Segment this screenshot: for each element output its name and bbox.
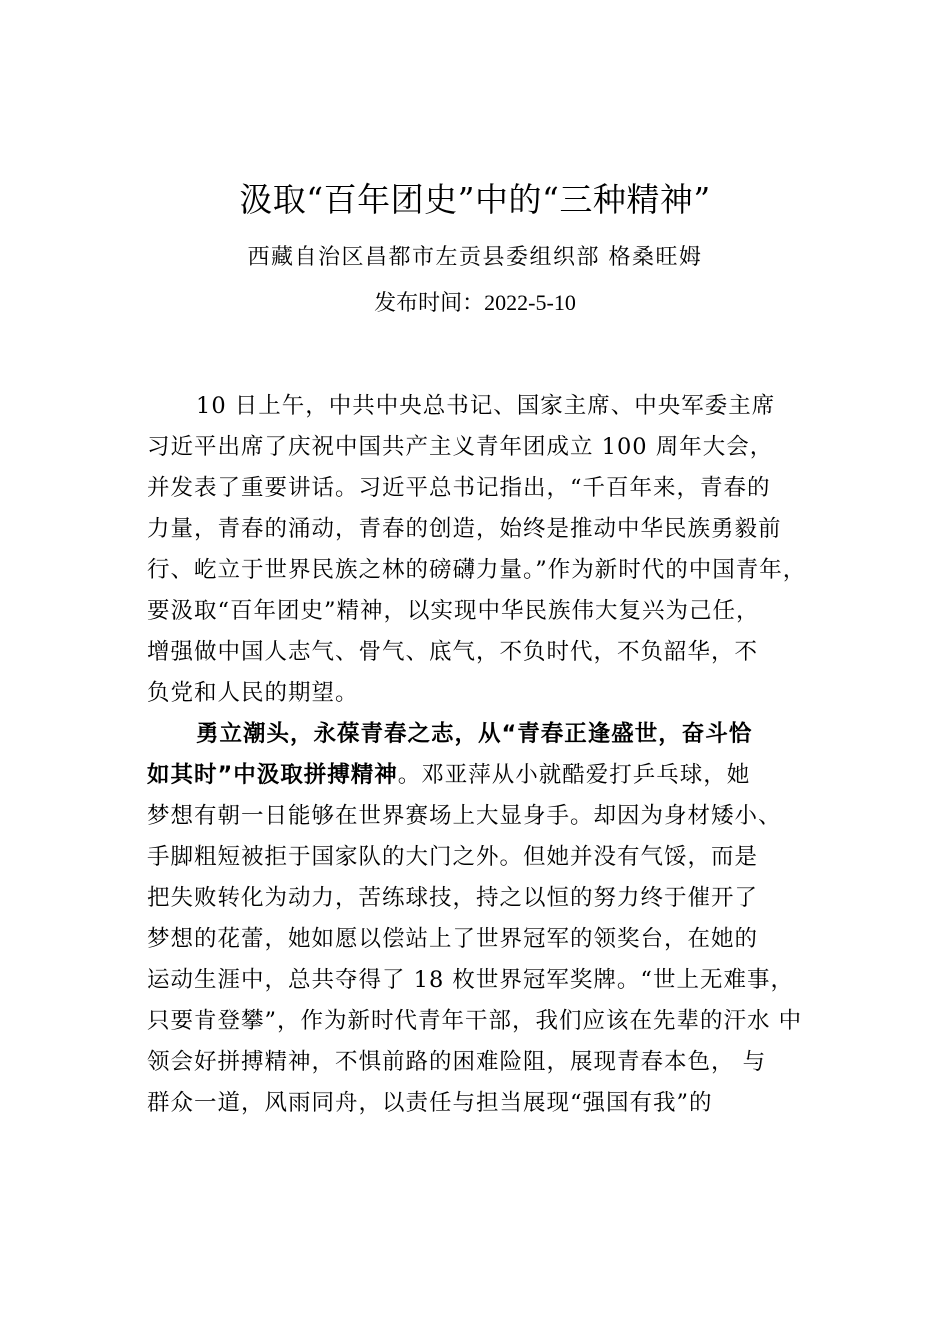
- paragraph-line: 负党和人民的期望。: [147, 680, 359, 706]
- paragraph-line: 把失败转化为动力，苦练球技，持之以恒的努力终于催开了: [147, 885, 759, 911]
- paragraph-line: 只要肯登攀”，作为新时代青年干部，我们应该在先辈的汗水 中: [147, 1008, 803, 1034]
- paragraph-1: [147, 386, 837, 714]
- publish-date-label: 发布时间：: [374, 291, 485, 316]
- paragraph-line: 10 日上午，中共中央总书记、国家主席、中央军委主席: [196, 393, 776, 419]
- paragraph-line: 并发表了重要讲话。习近平总书记指出，“千百年来，青春的: [147, 475, 771, 501]
- paragraph-line: 力量，青春的涌动，青春的创造，始终是推动中华民族勇毅前: [147, 516, 782, 542]
- paragraph-line: 手脚粗短被拒于国家队的大门之外。但她并没有气馁，而是: [147, 844, 759, 870]
- publish-date-value: 2022-5-10: [484, 290, 576, 315]
- paragraph-line: 梦想的花蕾，她如愿以偿站上了世界冠军的领奖台，在她的: [147, 926, 759, 952]
- article-body: [147, 386, 837, 1124]
- paragraph-line: 梦想有朝一日能够在世界赛场上大显身手。却因为身材矮小、: [147, 803, 782, 829]
- article-title: 汲取“百年团史”中的“三种精神”: [239, 180, 711, 219]
- paragraph-line: 群众一道，风雨同舟，以责任与担当展现“强国有我”的: [147, 1090, 713, 1116]
- paragraph-line: 要汲取“百年团史”精神，以实现中华民族伟大复兴为己任，: [147, 598, 760, 624]
- paragraph-heading-line: 勇立潮头，永葆青春之志，从“青春正逢盛世，奋斗恰: [196, 721, 753, 747]
- paragraph-line: 领会好拼搏精神，不惧前路的困难险阻，展现青春本色， 与: [147, 1049, 767, 1075]
- paragraph-line: 习近平出席了庆祝中国共产主义青年团成立 100 周年大会，: [147, 434, 774, 460]
- paragraph-line: 行、屹立于世界民族之林的磅礴力量。”作为新时代的中国青年，: [147, 557, 807, 583]
- paragraph-text: 。邓亚萍从小就酷爱打乒乓球，她: [397, 762, 751, 788]
- paragraph-line: 运动生涯中，总共夺得了 18 枚世界冠军奖牌。“世上无难事，: [147, 967, 794, 993]
- paragraph-2: [147, 714, 837, 1124]
- paragraph-heading-text: 如其时”中汲取拼搏精神: [147, 762, 398, 788]
- paragraph-line: [147, 755, 837, 796]
- publish-date: [0, 288, 950, 319]
- paragraph-line: 增强做中国人志气、骨气、底气，不负时代，不负韶华，不: [147, 639, 759, 665]
- article-byline: 西藏自治区昌都市左贡县委组织部 格桑旺姆: [247, 245, 703, 270]
